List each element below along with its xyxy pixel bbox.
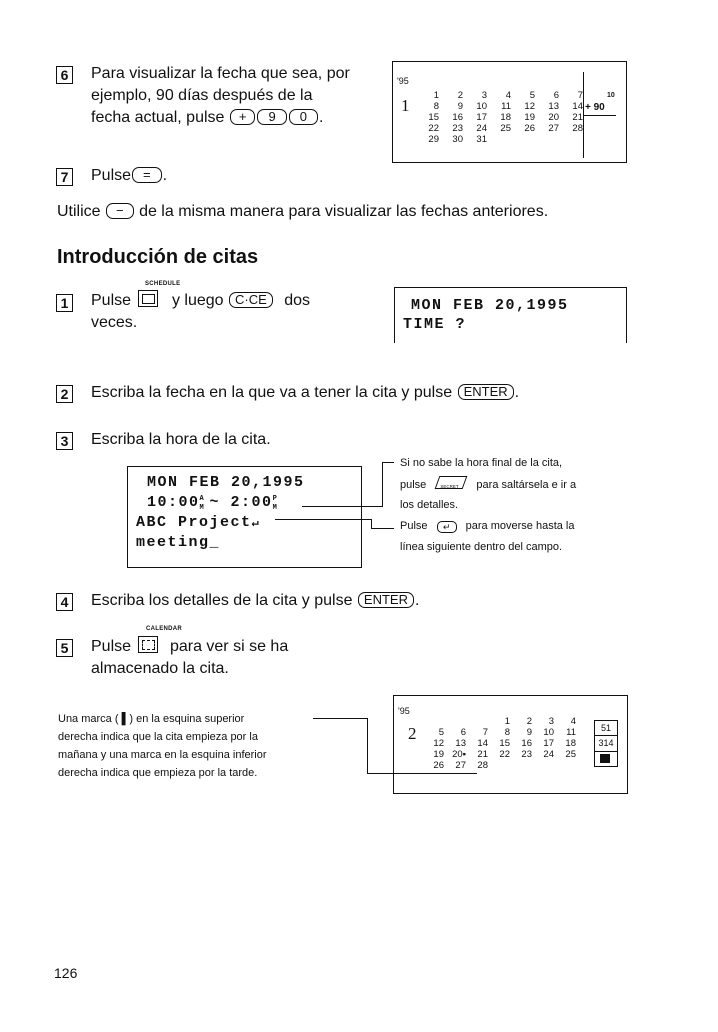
step1-text xyxy=(91,290,310,312)
cal2-day-cell: 26 xyxy=(433,760,444,771)
cal1-day-cell: 9 xyxy=(457,101,463,112)
cal2-day-cell: 7 xyxy=(482,727,488,738)
cal2-day-cell: 19 xyxy=(433,749,444,760)
calendar1-side-top: 10 xyxy=(607,92,615,99)
lcd2-start-time: 10:00 xyxy=(147,494,200,511)
cal2-day-cell: 13 xyxy=(455,738,466,749)
cal1-week-row xyxy=(415,101,583,112)
step6-text xyxy=(91,63,350,129)
zero-key: 0 xyxy=(289,109,318,125)
cal2-week-row xyxy=(422,727,576,738)
lcd2-dash: ~ xyxy=(209,494,221,511)
lcd1-line1: MON FEB 20,1995 xyxy=(411,297,569,314)
step2-text xyxy=(91,382,519,404)
cal1-day-cell: 25 xyxy=(500,123,511,134)
note3-line4 xyxy=(400,518,700,539)
cal1-day-cell: 28 xyxy=(572,123,583,134)
cal2-day-cell: 16 xyxy=(521,738,532,749)
cal2-week-row xyxy=(422,760,576,771)
cal2-day-cell: 11 xyxy=(566,727,576,738)
cal2-day-cell xyxy=(422,716,444,727)
enter-key-step4: ENTER xyxy=(358,592,414,608)
step-number-2: 2 xyxy=(56,385,73,403)
step-number-5: 5 xyxy=(56,639,73,657)
step4-period: . xyxy=(414,592,420,609)
minus-key: − xyxy=(106,203,134,219)
cal1-day-cell: 22 xyxy=(428,123,439,134)
secret-key-icon xyxy=(435,476,468,489)
cal2-day-cell xyxy=(444,716,466,727)
enter-key-icon: ↵ xyxy=(437,521,457,533)
cal2-day-cell: 1 xyxy=(504,716,510,727)
note-step5 xyxy=(58,711,358,783)
secret-key-label: SECRET xyxy=(440,484,459,489)
calendar2-year: '95 xyxy=(398,706,410,716)
cal1-day-cell: 14 xyxy=(572,101,583,112)
cal2-week-row xyxy=(422,749,576,760)
note3-pulse2: Pulse xyxy=(400,520,428,532)
cal1-day-cell: 23 xyxy=(452,123,463,134)
leader-line-enter-tip xyxy=(371,528,394,529)
leader-line-enter xyxy=(275,519,371,520)
calendar-key-icon xyxy=(138,636,158,653)
step6-line2: ejemplo, 90 días después de la xyxy=(91,87,313,104)
leader-line-time xyxy=(302,506,382,507)
lcd-display-date xyxy=(394,287,627,343)
calendar2-side-mid: 314 xyxy=(595,736,617,752)
note3-line1: Si no sabe la hora final de la cita, xyxy=(400,457,563,469)
cal2-day-cell: 2 xyxy=(526,716,532,727)
cal2-day-cell: 23 xyxy=(521,749,532,760)
cal2-day-cell: 25 xyxy=(565,749,576,760)
step2-sentence: Escriba la fecha en la que va a tener la cita y pulse xyxy=(91,384,453,401)
leader-line-enter-vertical xyxy=(371,519,372,528)
schedule-key-icon xyxy=(138,290,158,307)
leader-line-morning xyxy=(313,718,367,719)
step5-pulse: Pulse xyxy=(91,638,132,655)
cal1-day-cell: 19 xyxy=(524,112,535,123)
utilice-paragraph xyxy=(57,201,548,223)
cal1-day-cell: 27 xyxy=(548,123,559,134)
lcd2-am-bottom: M xyxy=(199,504,206,512)
cal2-day-cell: 6 xyxy=(460,727,466,738)
nine-key: 9 xyxy=(257,109,286,125)
cal2-day-cell: 17 xyxy=(543,738,554,749)
calendar-mode-icon xyxy=(600,754,610,763)
lcd2-pm-bottom: M xyxy=(272,504,279,512)
cal1-day-cell: 3 xyxy=(481,90,487,101)
step-number-3: 3 xyxy=(56,432,73,450)
cal2-week-row xyxy=(422,716,576,727)
step-number-1: 1 xyxy=(56,294,73,312)
cal1-day-cell: 21 xyxy=(572,112,583,123)
step1-dos: dos xyxy=(284,292,311,309)
step7-pulse: Pulse xyxy=(91,167,132,184)
note3-pulse: pulse xyxy=(400,479,427,491)
step1-line2: veces. xyxy=(91,314,138,331)
note5-line3: mañana y una marca en la esquina inferior xyxy=(58,749,267,761)
cal1-day-cell xyxy=(511,134,535,145)
cal2-day-cell: 8 xyxy=(504,727,510,738)
lcd2-line4: meeting_ xyxy=(136,534,221,551)
calendar-key-label: CALENDAR xyxy=(146,626,183,632)
cal1-day-cell: 18 xyxy=(500,112,511,123)
c-ce-key: C·CE xyxy=(229,292,273,308)
cal1-day-cell: 7 xyxy=(577,90,583,101)
cal2-day-cell: 14 xyxy=(477,738,488,749)
cal1-day-cell: 12 xyxy=(524,101,535,112)
calendar1-year: '95 xyxy=(397,76,409,86)
calendar-display-feb xyxy=(393,695,628,794)
note5-line4: derecha indica que empieza por la tarde. xyxy=(58,767,258,779)
cal1-day-cell: 30 xyxy=(452,134,463,145)
step6-period: . xyxy=(318,109,324,126)
cal2-day-cell: 20▪ xyxy=(452,749,466,760)
schedule-key-label: SCHEDULE xyxy=(145,281,181,287)
cal2-day-cell xyxy=(466,716,488,727)
step5-text xyxy=(91,636,288,658)
cal1-day-cell: 24 xyxy=(476,123,487,134)
calendar2-side-top: 51 xyxy=(595,721,617,736)
step3-text: Escriba la hora de la cita. xyxy=(91,431,271,448)
lcd1-line2: TIME ? xyxy=(403,316,467,333)
calendar1-offset: + 90 xyxy=(585,102,605,113)
cal2-day-cell: 22 xyxy=(499,749,510,760)
cal1-day-cell: 20 xyxy=(548,112,559,123)
section-title: Introducción de citas xyxy=(57,246,259,268)
note3-line4-rest: para moverse hasta la xyxy=(465,520,575,532)
cal1-day-cell: 26 xyxy=(524,123,535,134)
cal1-day-cell: 29 xyxy=(428,134,439,145)
cal1-week-row xyxy=(415,90,583,101)
cal1-day-cell: 13 xyxy=(548,101,559,112)
cal2-day-cell xyxy=(554,760,576,771)
cal2-day-cell: 4 xyxy=(570,716,576,727)
cal1-day-cell: 5 xyxy=(529,90,535,101)
utilice-post: de la misma manera para visualizar las fechas anteriores. xyxy=(139,203,549,220)
cal2-day-cell: 18 xyxy=(565,738,576,749)
utilice-pre: Utilice xyxy=(57,203,101,220)
leader-line-morning-vertical xyxy=(367,718,368,773)
step1-pulse: Pulse xyxy=(91,292,132,309)
cal2-day-cell: 28 xyxy=(477,760,488,771)
lcd2-line3 xyxy=(136,513,260,533)
cal2-week-row xyxy=(422,738,576,749)
plus-key: + xyxy=(230,109,256,125)
step4-sentence: Escriba los detalles de la cita y pulse xyxy=(91,592,353,609)
cal2-day-cell xyxy=(510,760,532,771)
cal2-day-cell: 27 xyxy=(455,760,466,771)
step6-line1: Para visualizar la fecha que sea, por xyxy=(91,65,350,82)
step5-line1-rest: para ver si se ha xyxy=(169,638,289,655)
cal2-day-cell: 24 xyxy=(543,749,554,760)
step-number-6: 6 xyxy=(56,66,73,84)
cal1-day-cell: 16 xyxy=(452,112,463,123)
calendar2-month: 2 xyxy=(408,724,417,743)
lcd2-am-top: A xyxy=(199,495,206,503)
cal2-day-cell: 12 xyxy=(433,738,444,749)
cal1-day-cell: 31 xyxy=(476,134,487,145)
calendar1-month: 1 xyxy=(401,96,410,115)
cal1-week-row xyxy=(415,123,583,134)
cal1-day-cell: 6 xyxy=(553,90,559,101)
note3-line2-rest: para saltársela e ir a xyxy=(476,479,577,491)
step7-period: . xyxy=(162,167,168,184)
step6-line3 xyxy=(91,107,350,129)
cal1-week-row xyxy=(415,134,583,145)
cal1-day-cell: 1 xyxy=(433,90,439,101)
leader-line-time-vertical xyxy=(382,462,383,507)
cal2-day-cell xyxy=(488,760,510,771)
leader-line-time-tip xyxy=(382,462,394,463)
calendar2-side-icon xyxy=(595,752,617,766)
cal1-day-cell xyxy=(535,134,559,145)
cal2-day-cell: 15 xyxy=(499,738,510,749)
cal2-day-cell: 5 xyxy=(438,727,444,738)
cal1-day-cell: 11 xyxy=(501,101,511,112)
note5-line1: Una marca ( ▌) en la esquina superior xyxy=(58,713,245,725)
lcd2-end-time: 2:00 xyxy=(230,494,273,511)
cal1-day-cell: 10 xyxy=(476,101,487,112)
note3-line5: línea siguiente dentro del campo. xyxy=(400,541,563,553)
calendar2-grid xyxy=(422,716,576,771)
lcd2-line2 xyxy=(147,493,283,512)
cal1-day-cell xyxy=(559,134,583,145)
cal1-week-row xyxy=(415,112,583,123)
cal2-day-cell xyxy=(532,760,554,771)
step7-text xyxy=(91,165,167,187)
note3-line3: los detalles. xyxy=(400,499,459,511)
equals-key: = xyxy=(132,167,162,183)
cal2-day-cell: 10 xyxy=(543,727,554,738)
cal1-day-cell xyxy=(487,134,511,145)
cal1-day-cell: 2 xyxy=(457,90,463,101)
page-number: 126 xyxy=(54,965,78,981)
calendar-display-jan xyxy=(392,61,627,163)
cal1-day-cell: 15 xyxy=(428,112,439,123)
step1-y-luego: y luego xyxy=(171,292,224,309)
step2-period: . xyxy=(514,384,520,401)
step6-line3-text: fecha actual, pulse xyxy=(91,109,225,126)
lcd-display-appointment xyxy=(127,466,362,568)
enter-key: ENTER xyxy=(458,384,514,400)
step5-line2: almacenado la cita. xyxy=(91,660,229,677)
cal1-day-cell: 4 xyxy=(505,90,511,101)
cal1-day-cell: 17 xyxy=(476,112,487,123)
step-number-4: 4 xyxy=(56,593,73,611)
lcd2-project: ABC Project xyxy=(136,514,252,531)
step-number-7: 7 xyxy=(56,168,73,186)
calendar2-side-box xyxy=(594,720,618,767)
note3-line2 xyxy=(400,476,700,497)
calendar1-offset-rule xyxy=(584,115,616,116)
cal1-day-cell: 8 xyxy=(433,101,439,112)
cal2-day-cell: 21 xyxy=(477,749,488,760)
enter-mark-icon: ↵ xyxy=(251,516,261,530)
step4-text xyxy=(91,590,419,612)
note-step3 xyxy=(400,455,700,560)
lcd2-pm-top: P xyxy=(272,495,279,503)
note5-line2: derecha indica que la cita empieza por la xyxy=(58,731,258,743)
cal2-day-cell: 9 xyxy=(526,727,532,738)
lcd2-line1: MON FEB 20,1995 xyxy=(147,474,305,491)
calendar1-grid xyxy=(415,90,583,145)
cal2-day-cell: 3 xyxy=(548,716,554,727)
